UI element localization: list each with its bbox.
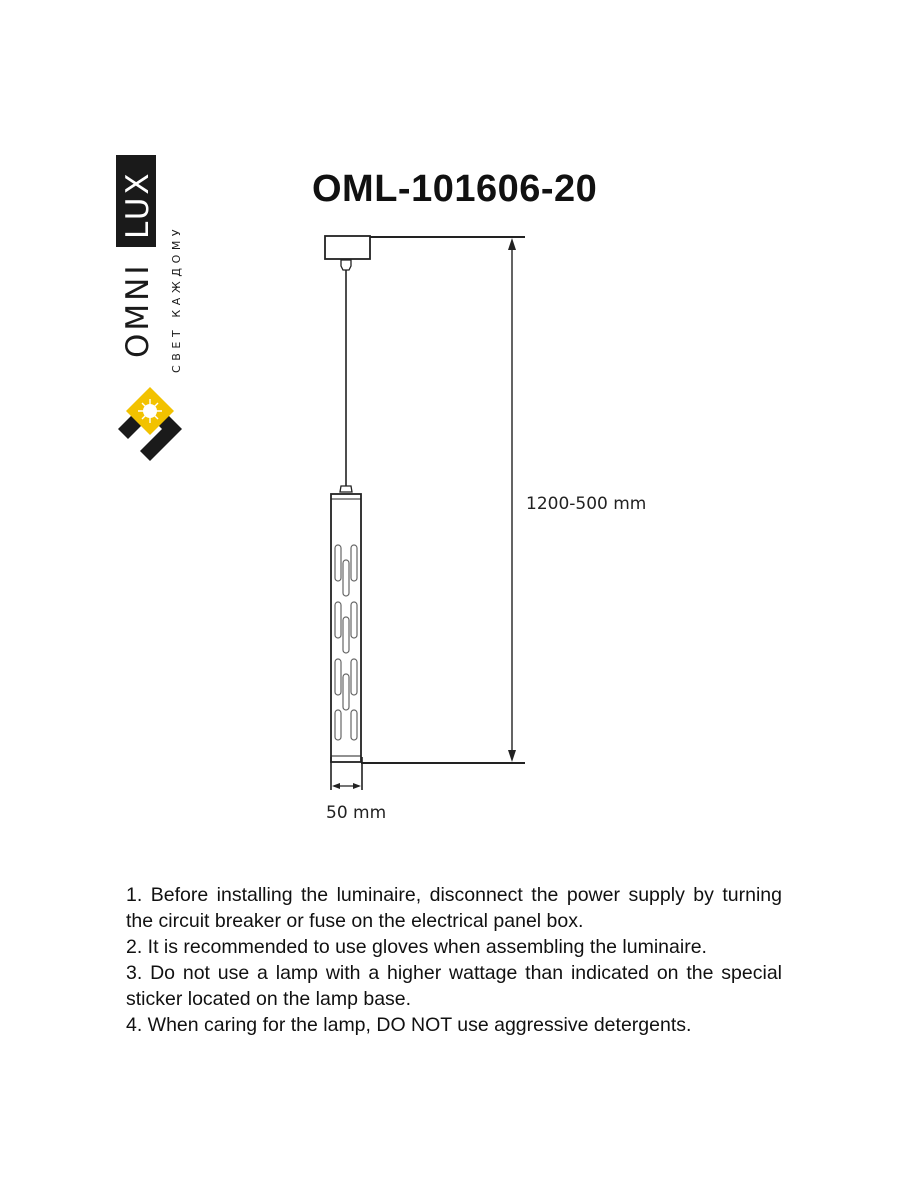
width-dimension-label: 50 mm [326, 803, 387, 823]
product-title: OML-101606-20 [312, 168, 598, 210]
height-dimension-label: 1200-500 mm [526, 494, 647, 514]
logo-omni-text: OMNI [120, 262, 156, 358]
ceiling-canopy [325, 236, 370, 259]
note-item: 4. When caring for the lamp, DO NOT use aggressive detergents. [126, 1014, 692, 1036]
logo-lux-text: LUX [120, 170, 156, 239]
note-item: 2. It is recommended to use gloves when assembling the luminaire. [126, 936, 707, 958]
note-item: 3. Do not use a lamp with a higher wattage than indicated on the special sticker located on the lamp base. [126, 962, 782, 1010]
note-item: 1. Before installing the luminaire, disconnect the power supply by turning the circuit breaker or fuse on the electrical panel box. [126, 884, 782, 932]
safety-notes [126, 882, 782, 1038]
logo-tagline-text: СВЕТ КАЖДОМУ [170, 224, 183, 373]
